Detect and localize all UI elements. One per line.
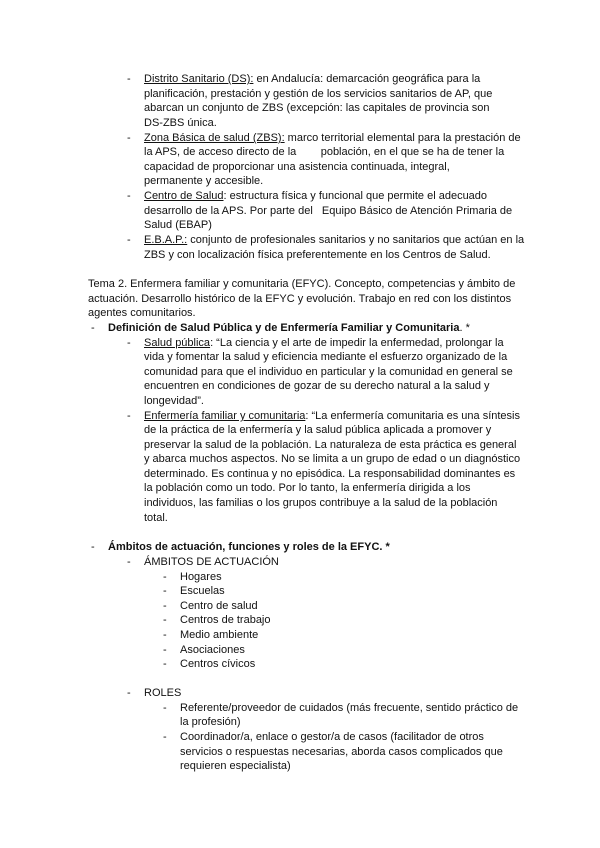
dash-bullet: - [91, 322, 95, 334]
list-item: Centros de trabajo [180, 614, 271, 626]
dash-bullet: - [127, 234, 131, 246]
definition-line: Salud pública: “La ciencia y el arte de impedir la enfermedad, prolongar la [144, 337, 504, 349]
dash-bullet: - [127, 556, 131, 568]
definition-term: Salud pública [144, 337, 211, 349]
section-title: Definición de Salud Pública y de Enfermería Familiar y Comunitaria. * [108, 322, 470, 334]
definition-line: permanente y accesible. [144, 175, 264, 187]
definition-line: encuentren en condiciones de gozar de su derecho natural a la salud y [144, 380, 490, 392]
list-item: la profesión) [180, 716, 241, 728]
definition-line: desarrollo de la APS. Por parte del Equipo Básico de Atención Primaria de [144, 205, 513, 217]
dash-bullet: - [127, 132, 131, 144]
subsection-title: ÁMBITOS DE ACTUACIÓN [144, 556, 279, 568]
definition-line: preservar la salud de la población. La naturaleza de esta práctica es general [144, 439, 517, 451]
definition-line: Zona Básica de salud (ZBS): marco territorial elemental para la prestación de [144, 132, 521, 144]
definition-line: abarcan un conjunto de ZBS (excepción: las capitales de provincia son [144, 102, 490, 114]
definition-line: determinado. Es continua y no episódica. La responsabilidad dominantes es [144, 468, 516, 480]
definition-line: total. [144, 512, 168, 524]
definition-line: de la práctica de la enfermería y la salud pública aplicada a promover y [144, 424, 492, 436]
definition-line: comunidad para que el individuo en particular y la comunidad en general se [144, 366, 513, 378]
definition-line: Enfermería familiar y comunitaria: “La enfermería comunitaria es una síntesis [144, 410, 520, 422]
definition-line: Distrito Sanitario (DS): en Andalucía: demarcación geográfica para la [144, 73, 481, 85]
list-item: Asociaciones [180, 644, 245, 656]
definition-line: longevidad”. [144, 395, 204, 407]
subsection-title: ROLES [144, 687, 182, 699]
definition-line: DS-ZBS única. [144, 117, 217, 129]
definition-line: individuos, las familias o los grupos contribuye a la salud de la población [144, 497, 498, 509]
dash-bullet: - [127, 410, 131, 422]
list-item: Centros cívicos [180, 658, 256, 670]
dash-bullet: - [91, 541, 95, 553]
definition-line: ZBS y con localización física preferentemente en los Centros de Salud. [144, 249, 491, 261]
definition-term: Enfermería familiar y comunitaria [144, 410, 306, 422]
definition-line: E.B.A.P.: conjunto de profesionales sanitarios y no sanitarios que actúan en la [144, 234, 525, 246]
definition-term: Zona Básica de salud (ZBS): [144, 132, 285, 144]
definition-term: Centro de Salud [144, 190, 224, 202]
list-item: Medio ambiente [180, 629, 259, 641]
dash-bullet: - [127, 337, 131, 349]
definition-line: vida y fomentar la salud y eficiencia mediante el esfuerzo organizado de la [144, 351, 508, 363]
list-item: Escuelas [180, 585, 225, 597]
list-item: Centro de salud [180, 600, 258, 612]
definition-line: capacidad de proporcionar una asistencia continuada, integral, [144, 161, 450, 173]
definition-line: Salud (EBAP) [144, 219, 212, 231]
definition-line: y abarca muchos aspectos. No se limita a un grupo de edad o un diagnóstico [144, 453, 521, 465]
section-title: Ámbitos de actuación, funciones y roles de la EFYC. * [108, 541, 390, 553]
list-item: servicios o respuestas necesarias, aborda casos complicados que [180, 746, 503, 758]
dash-bullet: - [127, 73, 131, 85]
definition-term: E.B.A.P.: [144, 234, 188, 246]
list-item: Coordinador/a, enlace o gestor/a de casos (facilitador de otros [180, 731, 484, 743]
definition-line: planificación, prestación y gestión de los servicios sanitarios de AP, que [144, 88, 493, 100]
dash-bullet: - [127, 687, 131, 699]
definition-term: Distrito Sanitario (DS): [144, 73, 254, 85]
definition-line: la APS, de acceso directo de la población, en el que se ha de tener la [144, 146, 505, 158]
dash-bullet: - [127, 190, 131, 202]
definition-line: Centro de Salud: estructura física y funcional que permite el adecuado [144, 190, 488, 202]
list-item: requieren especialista) [180, 760, 291, 772]
list-item: Hogares [180, 571, 222, 583]
definition-line: la población como un todo. Por lo tanto, la enfermería dirigida a los [144, 482, 471, 494]
list-item: Referente/proveedor de cuidados (más frecuente, sentido práctico de [180, 702, 519, 714]
